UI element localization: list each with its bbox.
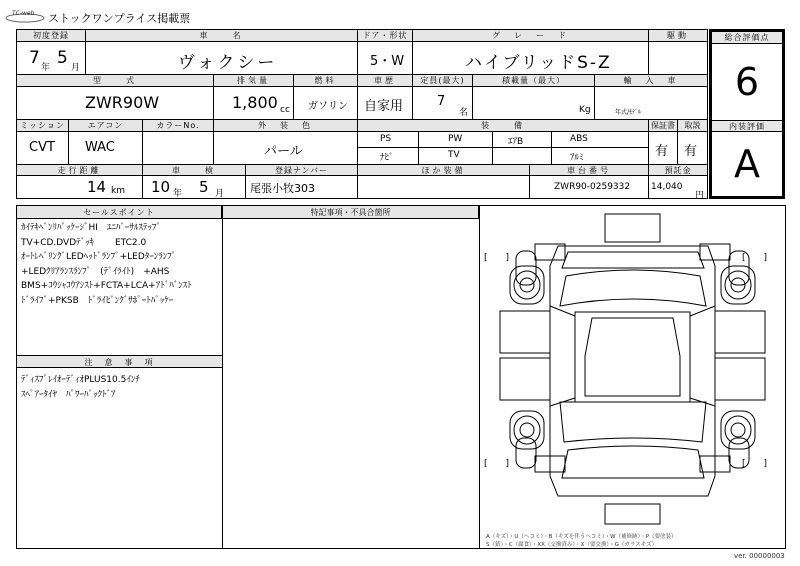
recycle-cell	[649, 176, 707, 199]
model-value: ZWR90W	[85, 93, 160, 112]
capacity-value: 7	[437, 94, 446, 109]
equipment-grid	[358, 132, 649, 164]
cautions-body	[21, 373, 221, 433]
lower-section	[16, 205, 786, 549]
label-plate: 登録ナンバー	[246, 165, 358, 175]
history-value: 自家用	[364, 99, 404, 114]
car-name-cell	[86, 42, 358, 74]
overall-score: 6	[734, 60, 760, 104]
other-equipment-cell	[358, 176, 530, 199]
legend-line-2: S（錆）・C（腐食）・XX（交換済み）・X（要交換）・G（ガラスキズ）	[486, 542, 658, 548]
label-car-name: 車 名	[86, 30, 358, 41]
inspection-cell	[143, 176, 246, 199]
mileage-unit: km	[111, 186, 125, 196]
label-door-type: ドア・形状	[358, 30, 413, 41]
inspection-year: 10	[151, 178, 171, 196]
mileage-value: 14	[87, 178, 107, 196]
label-inspection: 車 検	[143, 165, 246, 175]
interior-score: A	[734, 142, 760, 186]
sales-point-line: ｶｲﾃｷﾍﾞﾝﾘﾊﾟｯｹｰｼﾞHI ﾕﾆﾊﾞｰｻﾙｽﾃｯﾌﾟ	[21, 223, 161, 233]
model-cell	[17, 87, 214, 119]
car-name-value: ヴォクシー	[178, 53, 278, 73]
bracket-rear-right: [ ]	[742, 459, 768, 469]
label-model: 型 式	[17, 75, 214, 86]
fuel-cell	[294, 87, 358, 119]
label-mileage: 走行距離	[17, 165, 143, 175]
sales-point-line: BMS+ｺｳｼｬｺｳｱｼｽﾄ+FCTA+LCA+ｱﾄﾞﾊﾞﾝｽﾄ	[21, 281, 192, 291]
history-cell	[358, 87, 413, 119]
inspection-month-unit: 月	[215, 189, 225, 199]
capacity-unit: 名	[459, 108, 469, 118]
manual-value: 有	[684, 144, 698, 159]
warranty-cell	[649, 132, 678, 164]
grade-cell	[413, 42, 649, 74]
sales-point-body	[21, 221, 221, 351]
overall-score-label: 総合評価点	[712, 32, 782, 44]
label-chassis: 車台番号	[530, 165, 649, 175]
label-capacity: 定員(最大)	[413, 75, 473, 86]
equip-navi: ﾅﾋﾞ	[380, 153, 394, 163]
aircon-value: WAC	[85, 140, 115, 155]
page-title: ストックワンプライス掲載票	[48, 12, 191, 25]
warranty-value: 有	[655, 144, 669, 159]
label-drive: 駆動	[649, 30, 707, 41]
displacement-cell	[214, 87, 294, 119]
first-reg-year-unit: 年	[41, 63, 51, 73]
sales-point-line: ﾄﾞﾗｲﾌﾞ+PKSB ﾄﾞﾗｲﾋﾞﾝｸﾞｻﾎﾟｰﾄﾊﾟｯｹｰ	[21, 295, 174, 306]
first-reg-cell	[17, 42, 86, 74]
label-grade: グ レ ー ド	[413, 30, 649, 41]
label-aircon: エアコン	[69, 120, 143, 131]
label-mission: ミッション	[17, 120, 69, 131]
import-cell	[595, 87, 707, 119]
grade-value: ハイブリッドS-Z	[465, 53, 612, 73]
sales-point-line: +LEDｸﾘｱﾗﾝｽﾗﾝﾌﾟ (ﾃﾞｲﾗｲﾄ) +AHS	[21, 266, 170, 277]
equip-pw: PW	[448, 134, 463, 144]
door-type-value: 5・W	[370, 54, 405, 69]
exterior-color-cell	[214, 132, 358, 164]
label-recycle: 預託金	[649, 165, 707, 175]
label-first-reg: 初度登録	[17, 30, 86, 41]
label-manual: 取説	[678, 120, 707, 131]
recycle-unit: 円	[695, 191, 705, 201]
logo-text: TC-web	[12, 10, 35, 17]
bracket-front-right: [ ]	[742, 253, 768, 263]
sales-point-line: ｵｰﾄﾚﾍﾞﾘﾝｸﾞLEDﾍｯﾄﾞﾗﾝﾌﾟ+LEDﾀｰﾝﾗﾝﾌﾟ	[21, 252, 177, 262]
exterior-color-value: パール	[264, 144, 303, 159]
vehicle-info-table	[16, 29, 708, 199]
inspection-year-unit: 年	[173, 189, 183, 199]
displacement-unit: cc	[280, 105, 290, 115]
logo	[4, 9, 46, 21]
sales-point-line: TV+CD.DVDﾃﾞｯｷ ETC2.0	[21, 237, 147, 248]
mileage-cell	[17, 176, 143, 199]
first-reg-year: 7	[29, 48, 40, 68]
displacement-value: 1,800	[232, 93, 278, 112]
equip-abs: ABS	[570, 134, 588, 144]
chassis-cell	[530, 176, 649, 199]
interior-score-label: 内装評価	[712, 120, 782, 132]
label-fuel: 燃料	[294, 75, 358, 86]
color-no-cell	[143, 132, 214, 164]
plate-cell	[246, 176, 358, 199]
plate-value: 尾張小牧303	[250, 182, 315, 195]
version-label: ver. 00000003	[734, 552, 785, 560]
sales-point-header: セールスポイント	[17, 206, 222, 219]
equip-tv: TV	[448, 150, 460, 160]
load-unit: Kg	[579, 105, 591, 115]
fuel-value: ガソリン	[308, 101, 348, 112]
special-notes-header: 特記事項・不具合箇所	[223, 206, 479, 219]
import-year-label: 年式/ﾓﾃﾞﾙ	[615, 109, 642, 116]
label-import: 輸 入 車	[595, 75, 707, 86]
bracket-rear-left: [ ]	[484, 459, 510, 469]
label-equipment: 装 備	[358, 120, 649, 131]
cautions-header: 注 意 事 項	[17, 355, 223, 368]
equip-airbag: ｴｱB	[508, 137, 524, 147]
manual-cell	[678, 132, 707, 164]
caution-line: ﾃﾞｨｽﾌﾟﾚｲｵｰﾃﾞｨｵPLUS10.5ｲﾝﾁ	[21, 375, 140, 385]
caution-line: ｽﾍﾟｱｰﾀｲﾔ ﾊﾟﾜｰﾊﾞｯｸﾄﾞｱ	[21, 389, 116, 400]
label-load: 積載量（最大）	[473, 75, 595, 86]
mission-value: CVT	[29, 140, 55, 155]
capacity-cell	[413, 87, 473, 119]
damage-diagram	[480, 206, 785, 548]
drive-cell	[649, 42, 707, 74]
legend-line-1: A（キズ）・U（ヘコミ）・B（キズを伴うヘコミ）・W（補修跡）・P（要塗装）	[486, 534, 677, 540]
label-other-equipment: ほか装備	[358, 165, 530, 175]
label-warranty: 保証書	[649, 120, 678, 131]
bracket-front-left: [ ]	[484, 253, 510, 263]
door-type-cell	[358, 42, 413, 74]
first-reg-month: 5	[57, 48, 68, 68]
label-exterior-color: 外 装 色	[214, 120, 358, 131]
inspection-month: 5	[199, 178, 209, 196]
load-cell	[473, 87, 595, 119]
car-diagram-icon	[480, 206, 785, 526]
equip-alloy: ｱﾙﾐ	[570, 153, 584, 163]
first-reg-month-unit: 月	[71, 63, 81, 73]
score-box	[709, 29, 785, 199]
label-displacement: 排気量	[214, 75, 294, 86]
mission-cell	[17, 132, 69, 164]
label-history: 車歴	[358, 75, 413, 86]
equip-ps: PS	[380, 134, 392, 144]
chassis-value: ZWR90-0259332	[554, 182, 631, 192]
label-color-no: カラーNo.	[143, 120, 214, 131]
recycle-value: 14,040	[651, 182, 683, 192]
aircon-cell	[69, 132, 143, 164]
